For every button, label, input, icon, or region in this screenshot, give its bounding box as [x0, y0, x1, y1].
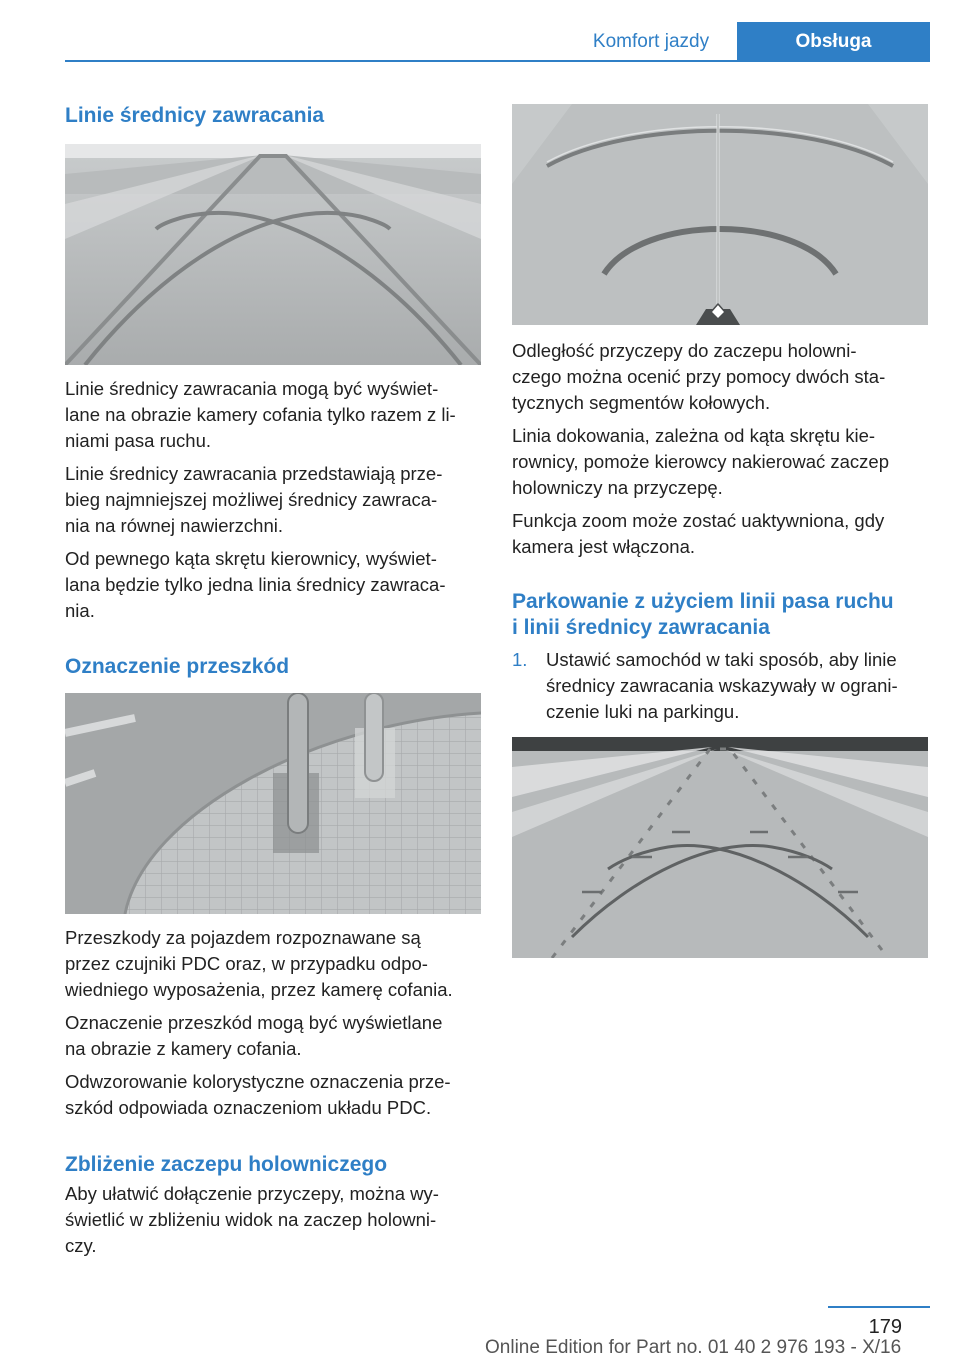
left-col-text-a: [65, 376, 481, 631]
footer-rule: [828, 1306, 930, 1308]
heading-obstacle-marking: Oznaczenie przeszkód: [65, 655, 290, 678]
paragraph: Funkcja zoom może zostać uaktywniona, gdy kamera jest włączona.: [512, 510, 885, 557]
heading-turning-lines: Linie średnicy zawracania: [65, 104, 325, 127]
heading-parking-lines: Parkowanie z użyciem linii pasa ruchu i linii średnicy zawracania: [512, 590, 894, 639]
paragraph: Linie średnicy zawracania przedstawiają prze‐ bieg najmniejszej możliwej średnicy zawraca‐ nia na równej nawierzchni.: [65, 463, 443, 536]
paragraph: Linia dokowania, zależna od kąta skrętu kie‐ rownicy, pomoże kierowcy nakierować zaczep holowniczy na przyczepę.: [512, 425, 890, 498]
left-col-text-b: [65, 925, 481, 1128]
header-rule: [65, 60, 930, 62]
section-tab-obsluga[interactable]: Obsługa: [737, 22, 930, 62]
step-text: Ustawić samochód w taki sposób, aby linie średnicy zawracania wskazywały w ograni‐ czenie luki na parkingu.: [546, 649, 898, 722]
heading-hitch-zoom: Zbliżenie zaczepu holowniczego: [65, 1153, 388, 1176]
paragraph: Od pewnego kąta skrętu kierownicy, wyświet‐ lana będzie tylko jedna linia średnicy zawraca‐ nia.: [65, 548, 446, 621]
section-tab-komfort[interactable]: Komfort jazdy: [592, 31, 710, 52]
paragraph: Oznaczenie przeszkód mogą być wyświetlane na obrazie z kamery cofania.: [65, 1012, 443, 1059]
figure-hitch-view: [512, 104, 928, 325]
figure-parking-lines: [512, 737, 928, 958]
paragraph: Linie średnicy zawracania mogą być wyświet‐ lane na obrazie kamery cofania tylko razem z li‐ niami pasa ruchu.: [65, 378, 456, 451]
paragraph: Odwzorowanie kolorystyczne oznaczenia prze‐ szkód odpowiada oznaczeniom układu PDC.: [65, 1071, 451, 1118]
page-number: 179: [868, 1316, 902, 1338]
paragraph: Odległość przyczepy do zaczepu holowni‐ czego można ocenić przy pomocy dwóch sta‐ tycznych segmentów kołowych.: [512, 340, 886, 413]
left-col-text-c: [65, 1153, 481, 1266]
paragraph: Przeszkody za pojazdem rozpoznawane są przez czujniki PDC oraz, w przypadku odpo‐ wiedniego wyposażenia, przez kamerę cofania.: [65, 927, 453, 1000]
figure-obstacle-marking: [65, 693, 481, 914]
edition-note: Online Edition for Part no. 01 40 2 976 193 - X/16: [485, 1337, 902, 1358]
steps-list: [512, 647, 928, 725]
left-col-top: [65, 104, 481, 128]
right-col-text-a: [512, 338, 928, 567]
step-number: 1.: [512, 649, 528, 670]
paragraph: Aby ułatwić dołączenie przyczepy, można wy‐ świetlić w zbliżeniu widok na zaczep holowni‐ czy.: [65, 1183, 439, 1256]
right-col-h4: [512, 589, 928, 725]
figure-turning-lines: [65, 144, 481, 365]
list-item: [512, 647, 928, 725]
left-col-h2: [65, 655, 481, 679]
